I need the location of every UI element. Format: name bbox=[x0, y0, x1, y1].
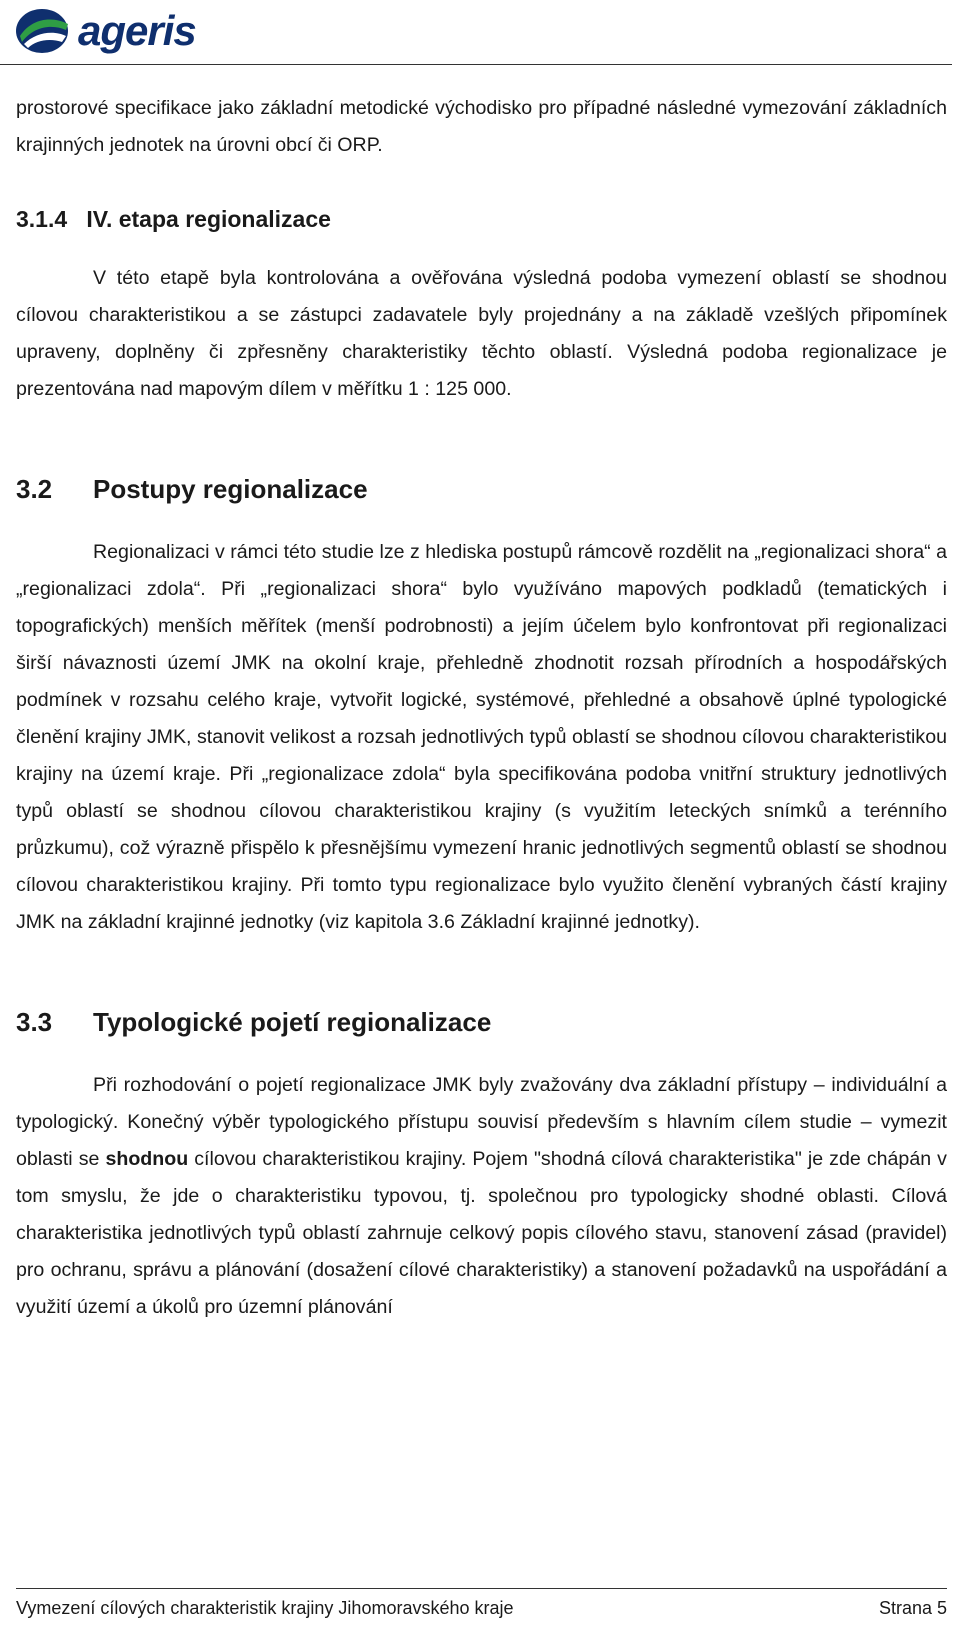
ageris-logo bbox=[14, 6, 204, 56]
heading-3-2 bbox=[16, 472, 947, 506]
logo-text: ageris bbox=[78, 7, 196, 54]
page-header bbox=[0, 0, 960, 66]
section-3-1-4-paragraph: V této etapě byla kontrolována a ověřována výsledná podoba vymezení oblastí se shodnou cílovou charakteristikou a se zástupci zadavatele byly projednány a na základě vzešlých připomínek upraveny, doplněny či zpřesněny charakteristiky těchto oblastí. Výsledná podoba regionalizace je prezentována nad mapovým dílem v měřítku 1 : 125 000. bbox=[16, 267, 947, 400]
section-3-3-bold-word: shodnou bbox=[105, 1148, 189, 1170]
section-3-3-text-b: cílovou charakteristikou krajiny. Pojem "shodná cílová charakteristika" je zde chápán v tom smyslu, že jde o charakteristiku typovou, tj. společnou pro typologicky shodné oblasti. Cílová charakteristika jednotlivých typů oblastí zahrnuje celkový popis cílového stavu, stanovení zásad (pravidel) pro ochranu, správu a plánování (dosažení cílové charakteristiky) a stanovení požadavků na uspořádání a využití území a úkolů pro územní plánování bbox=[16, 1148, 947, 1318]
heading-3-2-title: Postupy regionalizace bbox=[93, 474, 368, 504]
globe-icon bbox=[14, 6, 74, 56]
intro-paragraph: prostorové specifikace jako základní metodické východisko pro případné následné vymezování základních krajinných jednotek na úrovni obcí či ORP. bbox=[16, 97, 947, 156]
heading-3-3 bbox=[16, 1005, 947, 1039]
section-3-2-paragraph: Regionalizaci v rámci této studie lze z hlediska postupů rámcově rozdělit na „regionalizaci shora“ a „regionalizaci zdola“. Při „regionalizaci shora“ bylo využíváno mapových podkladů (tematických i topografických) menších měřítek (menší podrobnosti) a jejím účelem bylo konfrontovat při regionalizaci širší návaznosti území JMK na okolní kraje, přehledně zhodnotit rozsah přírodních a hospodářských podmínek v rozsahu celého kraje, vytvořit logické, systémové, přehledné a obsahově úplné typologické členění krajiny JMK, stanovit velikost a rozsah jednotlivých typů oblastí se shodnou cílovou charakteristikou krajiny na území kraje. Při „regionalizace zdola“ byla specifikována podoba vnitřní struktury jednotlivých typů oblastí se shodnou cílovou charakteristikou krajiny (s využitím leteckých snímků a terénního průzkumu), což výrazně přispělo k přesnějšímu vymezení hranic jednotlivých segmentů oblastí se shodnou cílovou charakteristikou krajiny. Při tomto typu regionalizace bylo využito členění vybraných částí krajiny JMK na základní krajinné jednotky (viz kapitola 3.6 Základní krajinné jednotky). bbox=[16, 541, 947, 933]
page-content bbox=[16, 90, 947, 1326]
heading-3-3-number: 3.3 bbox=[16, 1007, 53, 1037]
header-divider bbox=[0, 64, 952, 65]
heading-3-2-number: 3.2 bbox=[16, 474, 53, 504]
heading-3-3-title: Typologické pojetí regionalizace bbox=[93, 1007, 492, 1037]
footer-page-number: Strana 5 bbox=[878, 1598, 947, 1618]
heading-3-1-4: 3.1.4 IV. etapa regionalizace bbox=[16, 206, 331, 232]
footer-document-title: Vymezení cílových charakteristik krajiny Jihomoravského kraje bbox=[16, 1598, 514, 1618]
section-3-3-paragraph bbox=[16, 1067, 947, 1326]
footer-divider bbox=[16, 1588, 947, 1589]
section-3-3-text-a: Při rozhodování o pojetí regionalizace JMK byly zvažovány dva základní přístupy – individuální a typologický. Konečný výběr typologického přístupu souvisí především s hlavním cílem studie – vymezit oblasti se bbox=[16, 1074, 947, 1170]
